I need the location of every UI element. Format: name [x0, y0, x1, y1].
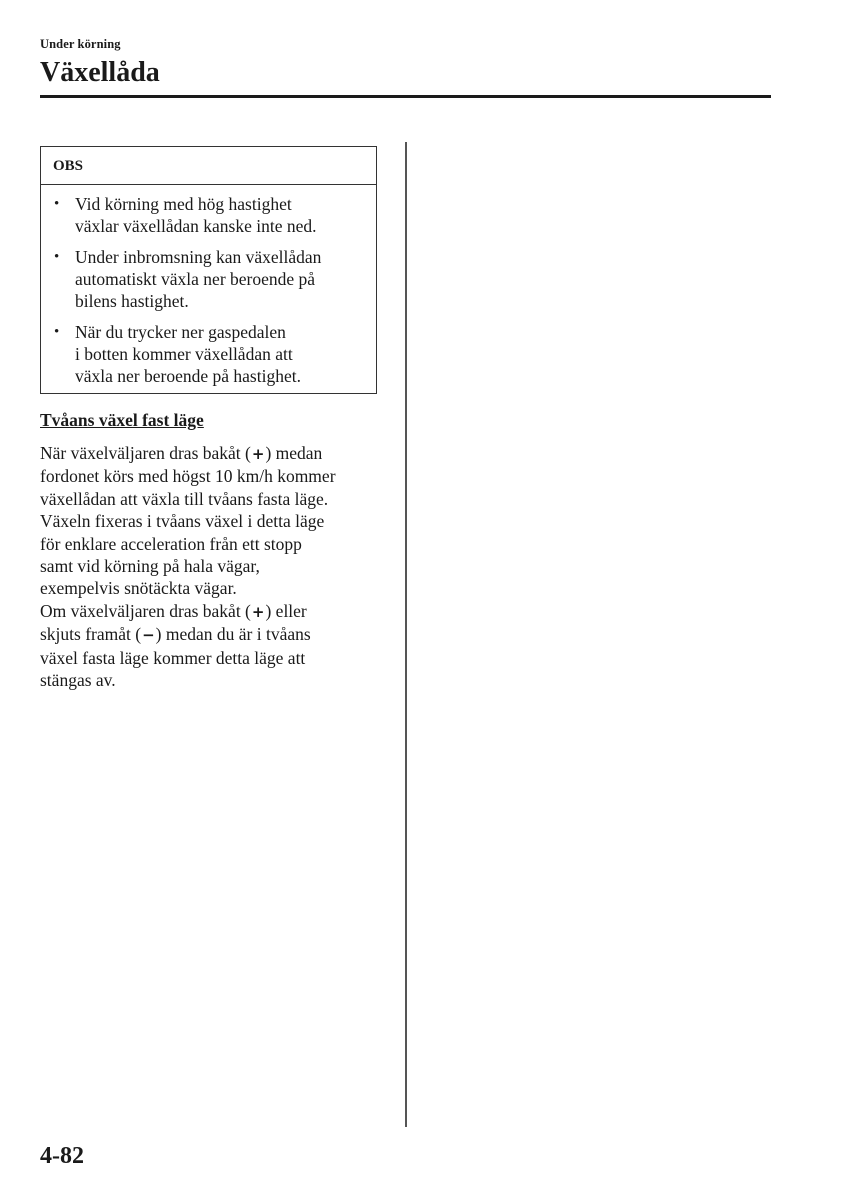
note-line: bilens hastighet.: [75, 291, 189, 311]
page-title: Växellåda: [40, 57, 160, 88]
body-text: ) eller: [265, 600, 307, 621]
body-text: skjuts framåt (: [40, 624, 142, 645]
note-list: [41, 185, 376, 387]
body-text: Om växelväljaren dras bakåt (: [40, 600, 251, 621]
bullet-icon: •: [54, 249, 60, 265]
plus-icon: +: [251, 445, 265, 463]
note-line: automatiskt växla ner beroende på: [75, 269, 316, 289]
body-text: När växelväljaren dras bakåt (: [40, 443, 251, 463]
body-paragraph: [40, 442, 385, 691]
note-item: [41, 193, 376, 237]
bullet-icon: •: [54, 324, 60, 340]
plus-icon: +: [251, 602, 265, 621]
note-heading: OBS: [41, 147, 376, 185]
note-line: växlar växellådan kanske inte ned.: [75, 216, 317, 236]
minus-icon: −: [142, 626, 155, 645]
note-line: i botten kommer växellådan att: [75, 344, 293, 364]
body-text: ) medan: [265, 443, 323, 463]
page-number: 4-82: [40, 1143, 84, 1169]
body-text: ) medan du är i tvåans: [155, 624, 311, 645]
note-item: [41, 246, 376, 312]
note-line: Vid körning med hög hastighet: [75, 194, 292, 214]
column-divider: [405, 142, 407, 1127]
body-line: Växeln fixeras i tvåans växel i detta läge: [40, 511, 325, 532]
bullet-icon: •: [54, 196, 60, 212]
title-rule: [40, 95, 771, 98]
section-label: Under körning: [40, 37, 121, 51]
section-heading: Tvåans växel fast läge: [40, 410, 204, 430]
body-line: samt vid körning på hala vägar,: [40, 556, 260, 577]
body-line: exempelvis snötäckta vägar.: [40, 578, 237, 599]
note-line: När du trycker ner gaspedalen: [75, 322, 286, 342]
note-item: [41, 321, 376, 387]
note-box: [40, 146, 377, 394]
body-line: stängas av.: [40, 670, 116, 691]
note-line: växla ner beroende på hastighet.: [75, 366, 301, 386]
body-line: växel fasta läge kommer detta läge att: [40, 647, 306, 668]
body-line: växellådan att växla till tvåans fasta läge.: [40, 488, 329, 509]
body-line: för enklare acceleration från ett stopp: [40, 533, 302, 554]
note-line: Under inbromsning kan växellådan: [75, 247, 322, 267]
body-line: fordonet körs med högst 10 km/h kommer: [40, 466, 336, 487]
